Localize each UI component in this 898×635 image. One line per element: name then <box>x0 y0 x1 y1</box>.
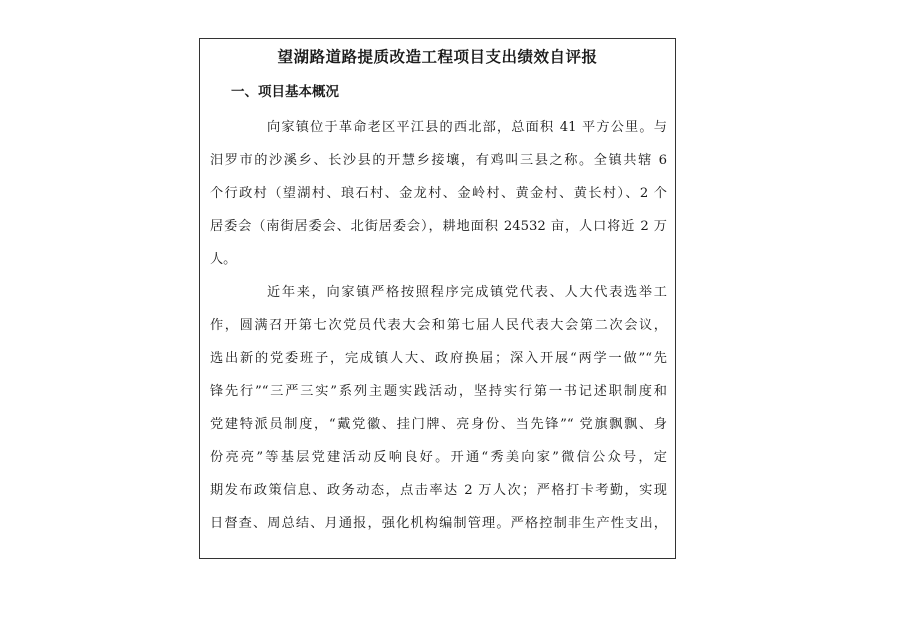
section-heading: 一、项目基本概况 <box>231 84 339 100</box>
paragraph-2-line-3: 选出新的党委班子，完成镇人大、政府换届；深入开展“两学一做”“先 <box>210 351 667 366</box>
document-title: 望湖路道路提质改造工程项目支出绩效自评报 <box>277 48 598 66</box>
paragraph-1-line-3: 个行政村（望湖村、琅石村、金龙村、金岭村、黄金村、黄长村）、2 个 <box>210 186 667 201</box>
paragraph-2-line-6: 份亮亮”等基层党建活动反响良好。开通“秀美向家”微信公众号，定 <box>210 450 667 465</box>
paragraph-1-line-2: 汨罗市的沙溪乡、长沙县的开慧乡接壤，有鸡叫三县之称。全镇共辖 6 <box>210 153 667 168</box>
paragraph-1-line-1: 向家镇位于革命老区平江县的西北部，总面积 41 平方公里。与 <box>267 120 667 135</box>
paragraph-2-line-7: 期发布政策信息、政务动态，点击率达 2 万人次；严格打卡考勤，实现 <box>210 483 667 498</box>
paragraph-2-line-2: 作，圆满召开第七次党员代表大会和第七届人民代表大会第二次会议， <box>210 318 667 333</box>
document-page <box>199 38 676 559</box>
paragraph-2-line-1: 近年来，向家镇严格按照程序完成镇党代表、人大代表选举工 <box>267 285 667 300</box>
paragraph-1-line-5: 人。 <box>210 252 237 267</box>
paragraph-1-line-4: 居委会（南街居委会、北街居委会），耕地面积 24532 亩，人口将近 2 万 <box>210 219 667 234</box>
paragraph-2-line-5: 党建特派员制度，“戴党徽、挂门牌、亮身份、当先锋”“ 党旗飘飘、身 <box>210 417 667 432</box>
paragraph-2-line-4: 锋先行”“三严三实”系列主题实践活动，坚持实行第一书记述职制度和 <box>210 384 667 399</box>
paragraph-2-line-8: 日督查、周总结、月通报，强化机构编制管理。严格控制非生产性支出， <box>210 516 667 531</box>
